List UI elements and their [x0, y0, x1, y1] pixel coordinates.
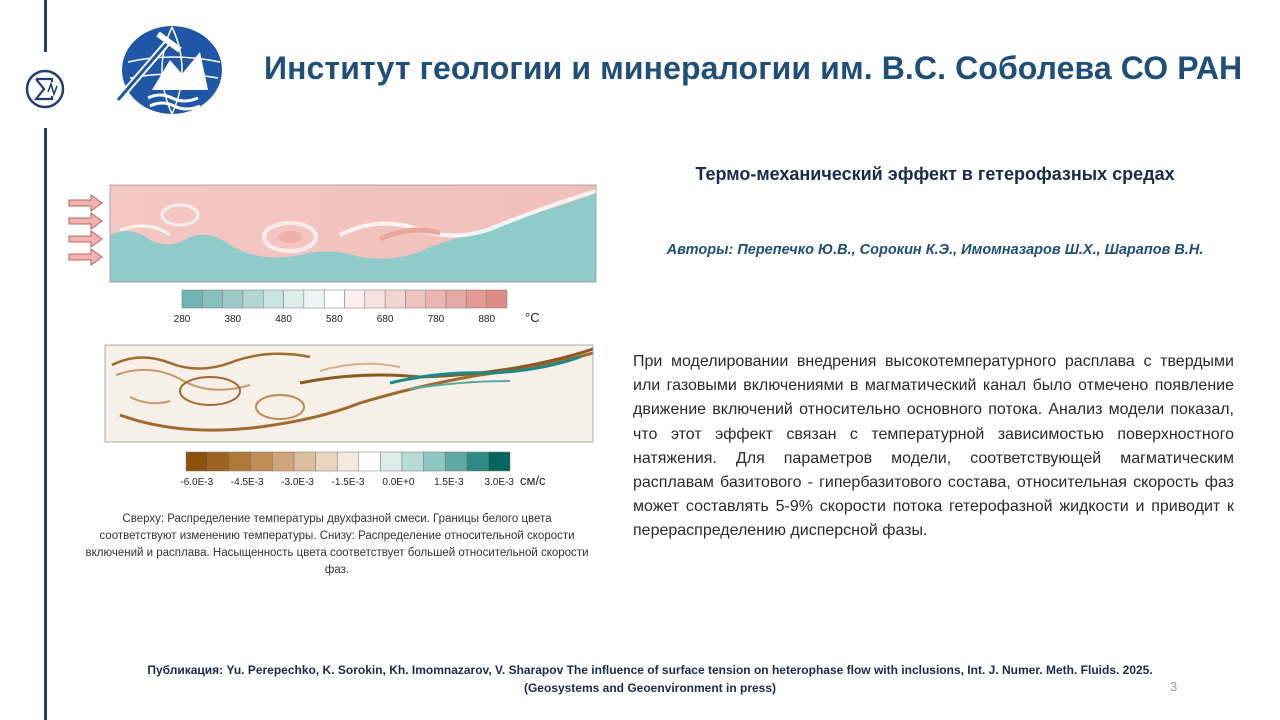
temperature-swatch	[426, 290, 446, 308]
velocity-swatch	[445, 452, 467, 471]
temperature-swatch	[182, 290, 202, 308]
inflow-arrows	[69, 195, 102, 265]
velocity-swatch	[402, 452, 424, 471]
velocity-field	[105, 345, 593, 442]
velocity-tick-label: 0.0E+0	[382, 477, 415, 488]
temperature-unit-label: °C	[525, 310, 540, 325]
temperature-swatch	[405, 290, 425, 308]
velocity-swatch	[316, 452, 338, 471]
velocity-tick-label: -6.0E-3	[180, 477, 214, 488]
simulation-figure	[60, 175, 620, 495]
velocity-swatch	[251, 452, 273, 471]
temperature-swatch	[345, 290, 365, 308]
temperature-tick-label: 280	[173, 314, 191, 325]
temperature-swatch	[243, 290, 263, 308]
institute-title: Институт геологии и минералогии им. В.С. Соболева СО РАН	[264, 50, 1243, 86]
temperature-tick-label: 480	[275, 314, 292, 325]
velocity-swatch	[272, 452, 294, 471]
temperature-swatch	[263, 290, 283, 308]
velocity-swatch	[359, 452, 381, 471]
velocity-unit-label: см/с	[520, 473, 546, 488]
temperature-swatch	[202, 290, 222, 308]
velocity-swatch	[337, 452, 359, 471]
velocity-swatch	[424, 452, 446, 471]
velocity-colorbar	[180, 452, 546, 488]
temperature-swatch	[466, 290, 486, 308]
temperature-tick-label: 580	[326, 314, 343, 325]
publication-line-1: Публикация: Yu. Perepechko, K. Sorokin, Kh. Imomnazarov, V. Sharapov The influence of surface tension on heterophase flow with inclusions, Int. J. Numer. Meth. Fluids. 2025.	[147, 663, 1153, 677]
temperature-swatch	[446, 290, 466, 308]
publication-line-2: (Geosystems and Geoenvironment in press)	[523, 681, 777, 695]
velocity-swatch	[488, 452, 510, 471]
velocity-swatch	[294, 452, 316, 471]
temperature-tick-label: 780	[427, 314, 445, 325]
temperature-swatch	[324, 290, 344, 308]
velocity-tick-label: -4.5E-3	[230, 477, 264, 488]
temperature-swatch	[487, 290, 507, 308]
left-accent-line-top	[44, 0, 47, 52]
velocity-swatch	[467, 452, 489, 471]
temperature-colorbar	[174, 290, 540, 325]
temperature-swatch	[385, 290, 405, 308]
temperature-tick-label: 680	[376, 314, 394, 325]
velocity-tick-label: 1.5E-3	[434, 477, 464, 488]
velocity-tick-label: 3.0E-3	[484, 477, 514, 488]
sigma-logo-icon	[24, 68, 66, 110]
velocity-swatch	[380, 452, 402, 471]
velocity-tick-label: -1.5E-3	[331, 477, 365, 488]
velocity-swatch	[208, 452, 230, 471]
left-accent-line-bottom	[44, 128, 47, 720]
slide-title: Термо-механический эффект в гетерофазных средах	[695, 164, 1175, 184]
temperature-tick-label: 380	[224, 314, 242, 325]
velocity-tick-label: -3.0E-3	[281, 477, 314, 488]
velocity-swatch	[186, 452, 208, 471]
velocity-swatch	[229, 452, 251, 471]
temperature-swatch	[304, 290, 324, 308]
publication-reference	[100, 661, 1200, 697]
authors: Авторы: Перепечко Ю.В., Сорокин К.Э., Имомназаров Ш.Х., Шарапов В.Н.	[666, 242, 1204, 258]
temperature-swatch	[284, 290, 304, 308]
body-text: При моделировании внедрения высокотемпературного расплава с твердыми или газовыми включениями в магматический канал было отмечено появление движение включений относительно основного потока. Анализ модели показал, что этот эффект связан с температурной зависимостью поверхностного натяжения. Для параметров модели, соответствующей магматическим расплавам базитового - гипербазитового состава, относительная скорость фаз может составлять 5-9% скорости потока гетерофазной жидкости и приводит к перераспределению дисперсной фазы.	[633, 353, 1234, 540]
figure-caption: Сверху: Распределение температуры двухфазной смеси. Границы белого цвета соответствуют изменению температуры. Снизу: Распределение относительной скорости включений и расплава. Насыщенность цвета соответствует большей относительной скорости фаз.	[85, 513, 589, 576]
temperature-tick-label: 880	[478, 314, 496, 325]
temperature-swatch	[365, 290, 385, 308]
page-number: 3	[1170, 679, 1178, 694]
institute-logo-icon	[108, 22, 230, 118]
temperature-swatch	[223, 290, 243, 308]
temperature-field	[110, 185, 596, 282]
